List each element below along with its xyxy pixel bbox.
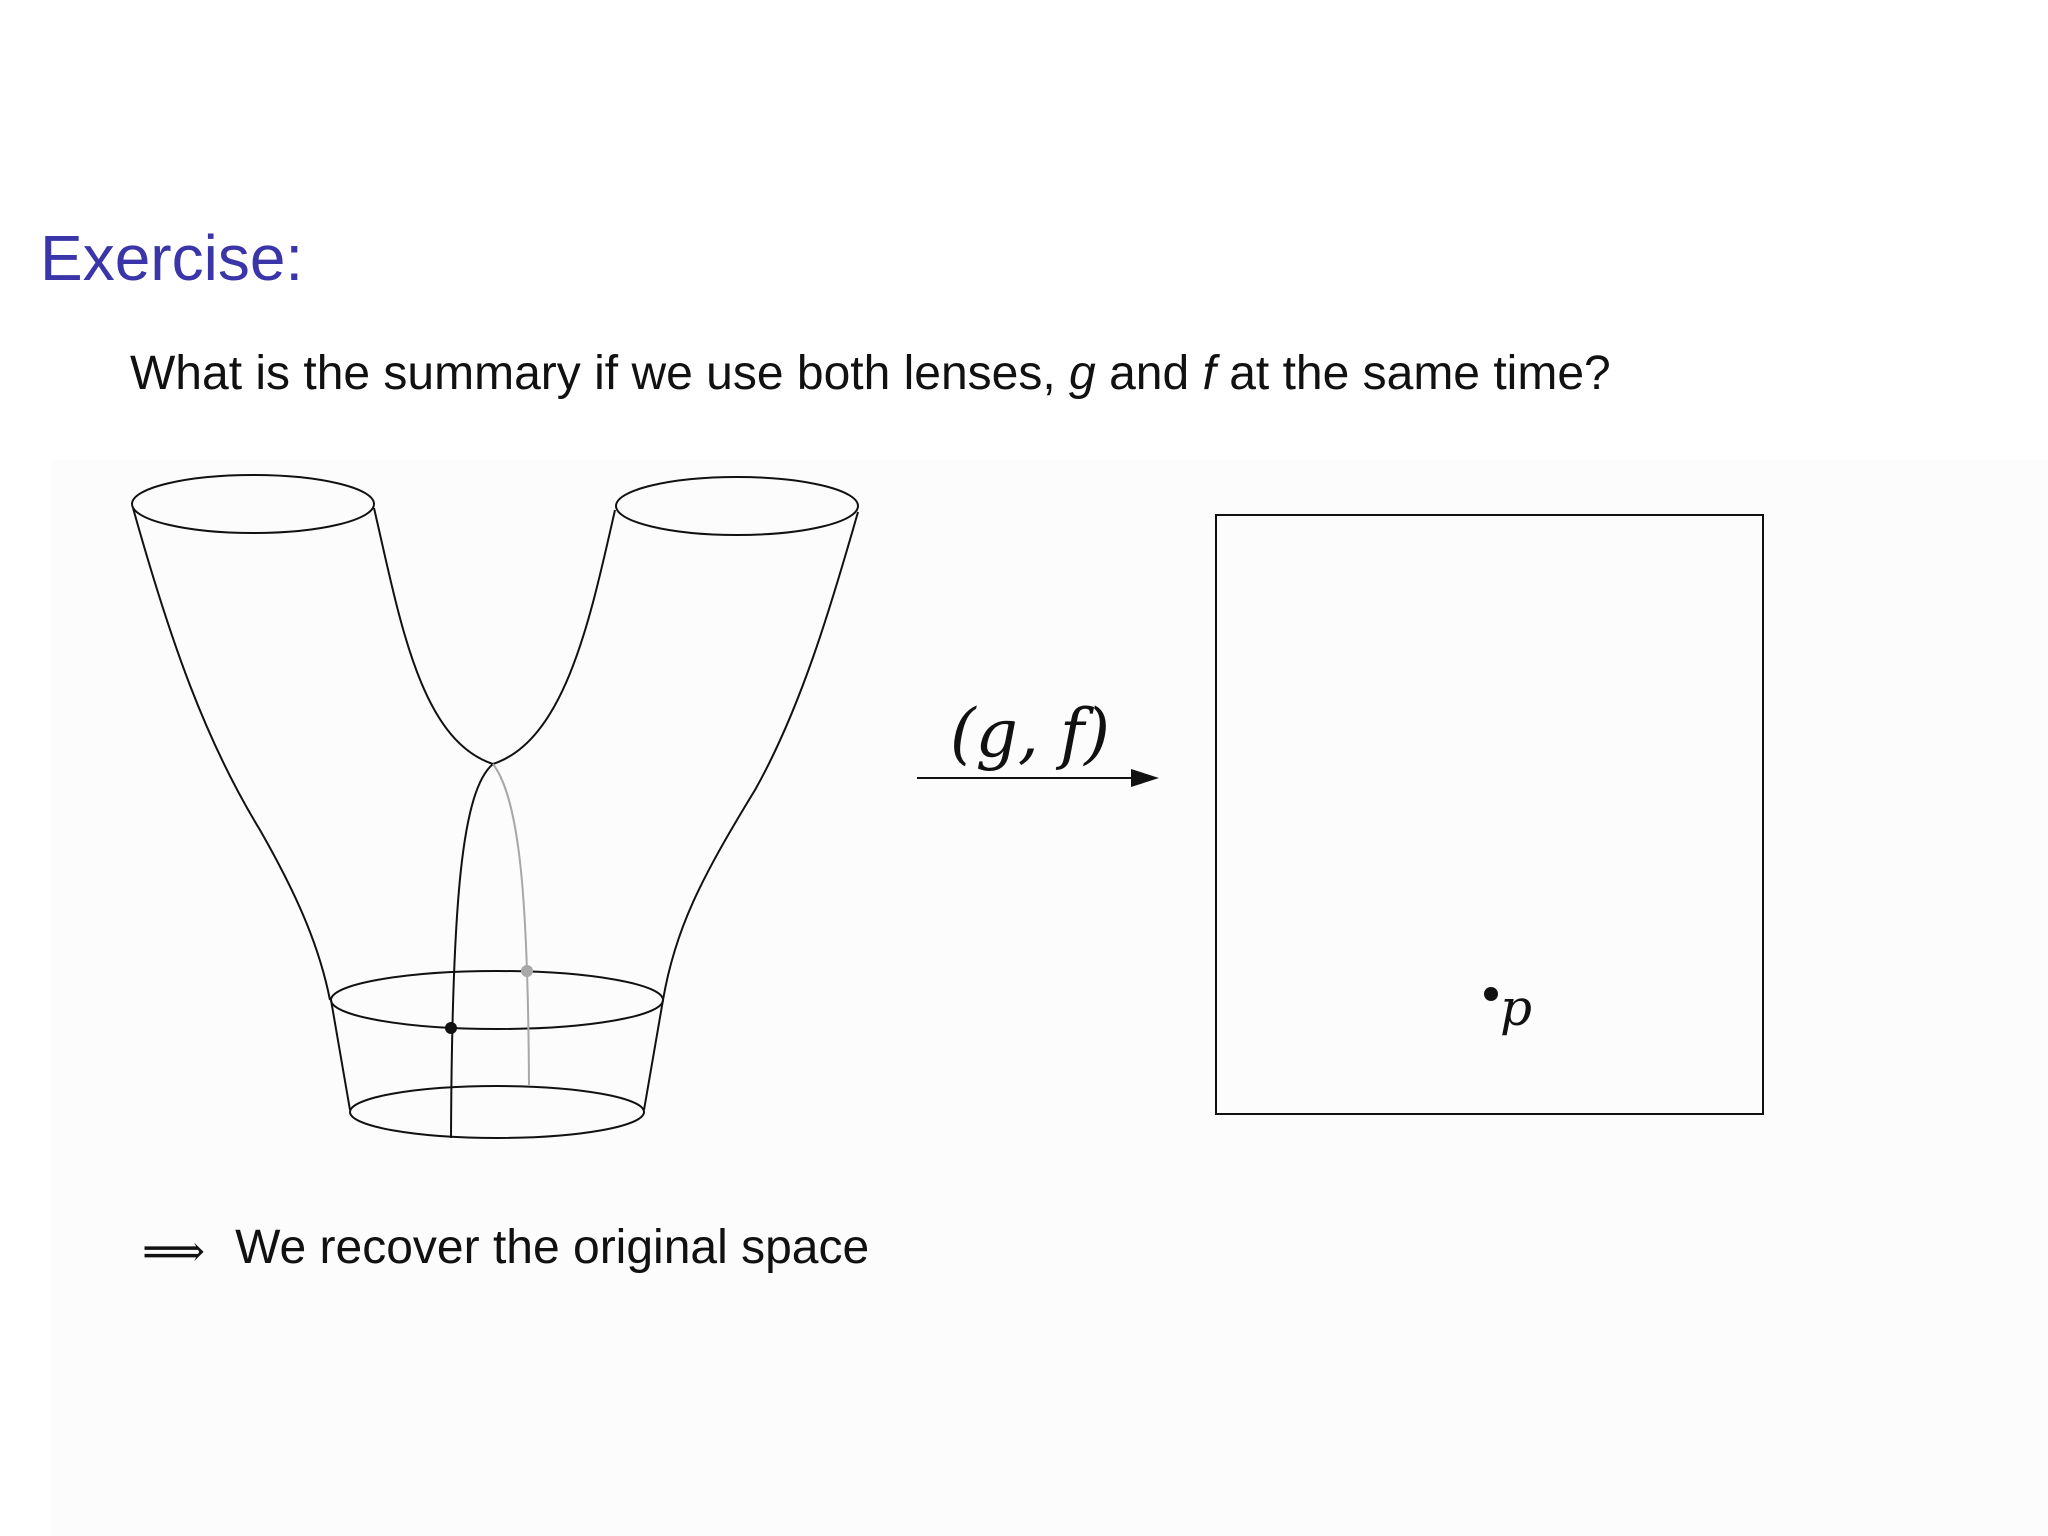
black-point-dot (445, 1022, 457, 1034)
lower-left-side (331, 1000, 350, 1110)
left-outer-contour (133, 508, 330, 1000)
base-ellipse (350, 1086, 644, 1138)
slide-title: Exercise: (40, 222, 304, 294)
question-text-before: What is the summary if we use both lenses, (130, 347, 1070, 400)
grey-point-dot (521, 965, 533, 977)
map-arrow-head (1131, 769, 1159, 787)
question-text-after: at the same time? (1215, 347, 1611, 400)
point-p-dot (1484, 987, 1498, 1001)
right-outer-contour (663, 512, 858, 1000)
right-cuff-ellipse (616, 477, 858, 535)
left-cuff-ellipse (132, 475, 374, 533)
question-lens-f: f (1202, 347, 1216, 400)
black-fiber-curve (451, 764, 493, 1138)
target-square (1216, 515, 1763, 1114)
grey-fiber-curve (493, 764, 529, 1085)
lower-right-side (644, 1000, 663, 1110)
conclusion-line (142, 1221, 870, 1277)
question-lens-g: g (1069, 347, 1096, 400)
inner-crotch-contour (374, 508, 615, 764)
implies-symbol: ⟹ (142, 1226, 206, 1277)
question-text-middle: and (1095, 347, 1203, 400)
map-label: (g, f) (949, 695, 1111, 772)
point-p-label: p (1500, 979, 1533, 1037)
conclusion-text: We recover the original space (235, 1221, 870, 1274)
waist-ellipse (331, 971, 663, 1029)
